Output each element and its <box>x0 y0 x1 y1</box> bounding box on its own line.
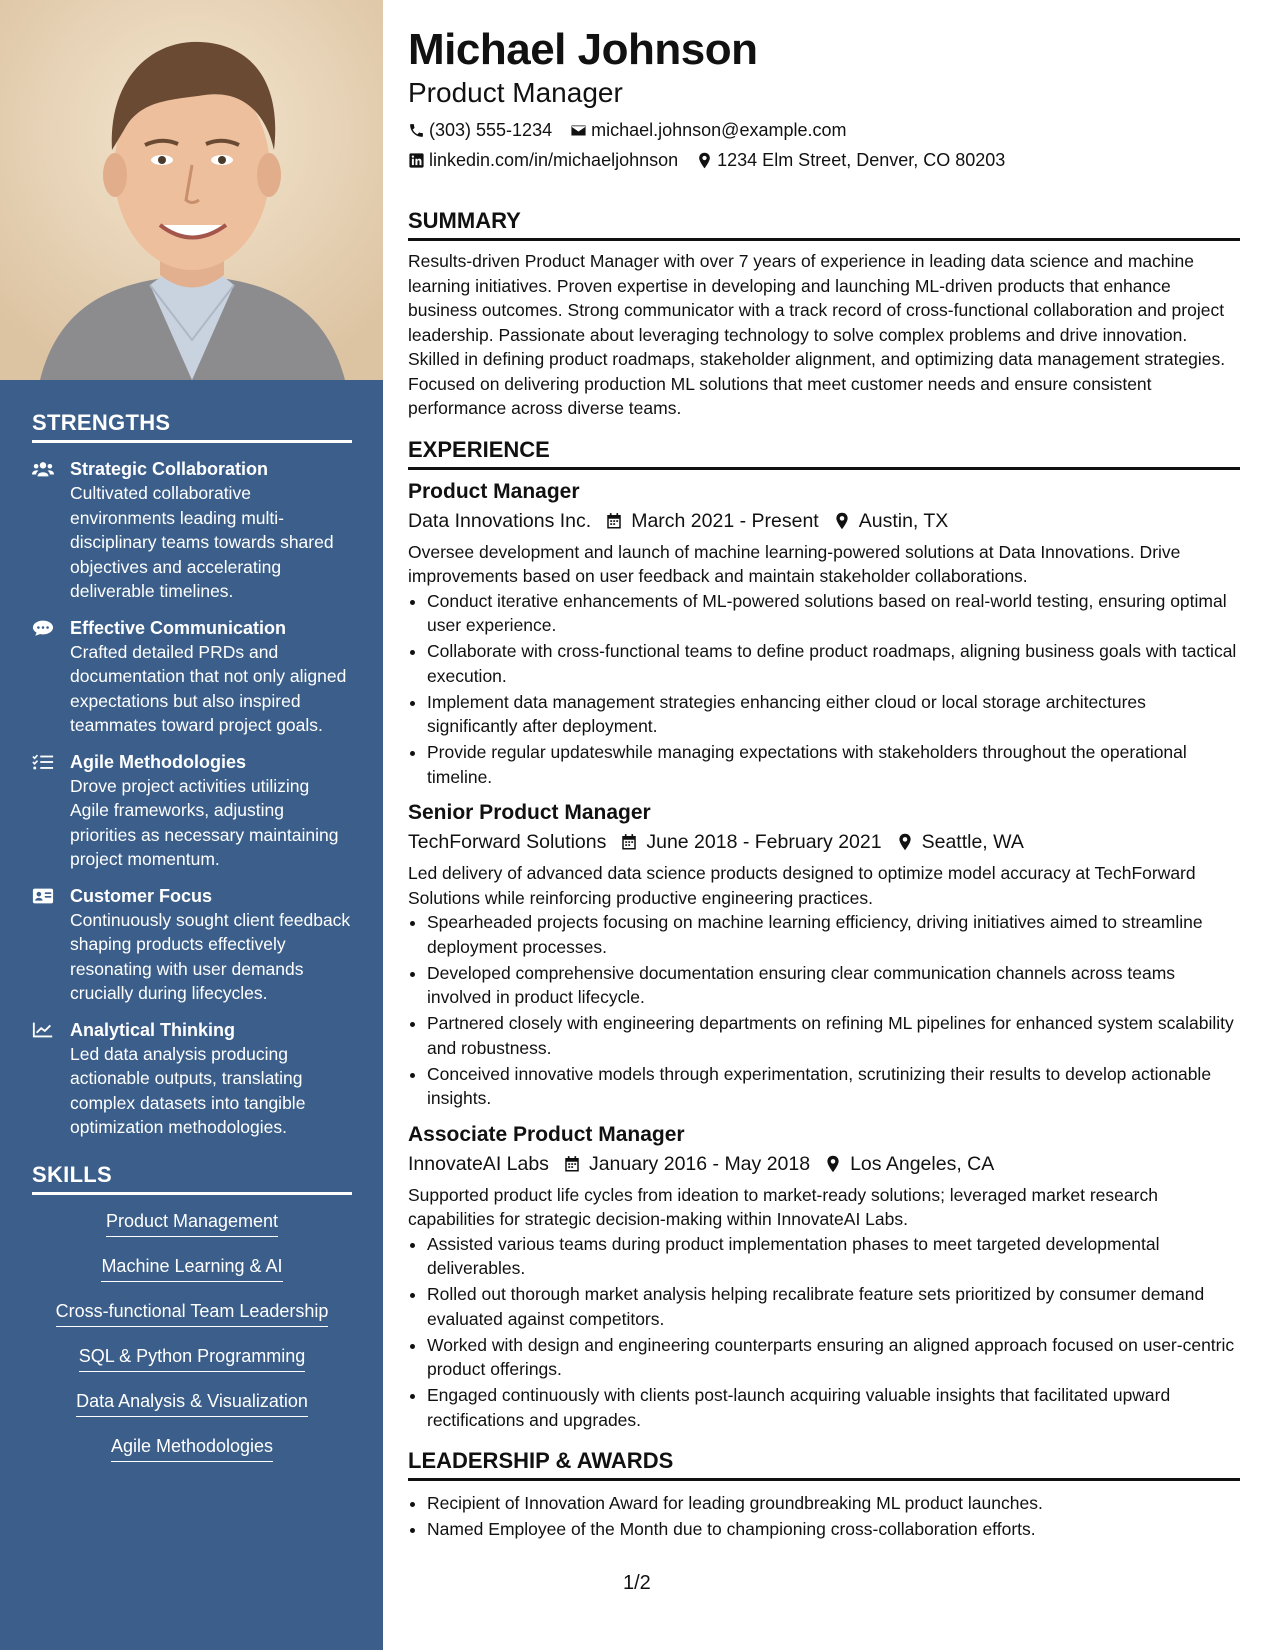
linkedin-url: linkedin.com/in/michaeljohnson <box>429 150 679 170</box>
strength-item <box>32 616 352 738</box>
map-pin-icon <box>824 1155 842 1173</box>
job-meta <box>408 827 1240 857</box>
skill-tag: Product Management <box>106 1209 278 1237</box>
experience-heading: EXPERIENCE <box>408 437 1240 470</box>
awards-heading: LEADERSHIP & AWARDS <box>408 1448 1240 1481</box>
job-company: Data Innovations Inc. <box>408 509 592 532</box>
candidate-title: Product Manager <box>408 77 623 108</box>
strengths-heading: STRENGTHS <box>32 410 352 443</box>
portrait-illustration <box>0 0 383 380</box>
linkedin-contact <box>408 146 678 174</box>
job-entry <box>408 1121 1240 1433</box>
strength-title: Strategic Collaboration <box>70 459 269 479</box>
skills-section <box>32 1162 352 1479</box>
strength-description: Cultivated collaborative environments leading multi-disciplinary teams towards shared objectives and accelerating deliverable timelines. <box>70 483 334 601</box>
phone-icon <box>408 122 425 139</box>
job-location-wrap <box>824 1149 994 1179</box>
strength-item <box>32 884 352 1006</box>
job-title: Product Manager <box>408 479 580 503</box>
job-bullet: • Worked with design and engineering counterparts ensuring an aligned approach focused on user-centric product offerings. <box>427 1333 1240 1382</box>
checklist-icon <box>32 750 70 872</box>
email-address: michael.johnson@example.com <box>591 120 847 140</box>
phone-contact <box>408 116 552 144</box>
users-icon <box>32 457 70 604</box>
job-company: TechForward Solutions <box>408 831 607 853</box>
calendar-icon <box>605 512 623 530</box>
job-meta <box>408 1149 1240 1179</box>
strength-title: Agile Methodologies <box>70 751 247 772</box>
job-bullets <box>408 910 1240 1111</box>
address-contact <box>696 146 1005 174</box>
job-bullet: • Partnered closely with engineering departments on refining ML pipelines for enhanced system scalability and robustness. <box>427 1011 1240 1060</box>
strength-description: Led data analysis producing actionable outputs, translating complex datasets into tangible optimization methodologies. <box>70 1043 306 1137</box>
main-content <box>408 24 1240 1543</box>
job-location: Seattle, WA <box>921 831 1024 853</box>
job-bullet: • Assisted various teams during product implementation phases to meet targeted developmental deliverables. <box>427 1232 1240 1281</box>
job-bullet: • Provide regular updateswhile managing expectations with stakeholders throughout the operational timeline. <box>427 740 1240 789</box>
job-bullet: • Spearheaded projects focusing on machine learning efficiency, driving initiatives aimed to streamline deployment processes. <box>427 910 1240 959</box>
job-location: Austin, TX <box>858 509 949 532</box>
strength-title: Customer Focus <box>70 885 213 906</box>
job-description: Oversee development and launch of machine learning-powered solutions at Data Innovations. Drive improvements based on user feedback and maintain stakeholder collaborations. <box>408 541 1181 586</box>
job-dates-wrap <box>605 506 819 536</box>
phone-number: (303) 555-1234 <box>429 120 553 140</box>
job-bullet: • Developed comprehensive documentation ensuring clear communication channels across teams involved in product lifecycle. <box>427 961 1240 1010</box>
sidebar <box>0 0 383 1650</box>
job-bullets <box>408 589 1240 790</box>
strength-title: Effective Communication <box>70 617 287 638</box>
id-card-icon <box>32 884 70 1006</box>
calendar-icon <box>620 833 638 851</box>
strength-item <box>32 750 352 872</box>
job-bullet: • Conduct iterative enhancements of ML-powered solutions based on real-world testing, ensuring optimal user experience. <box>427 589 1240 638</box>
job-dates: March 2021 - Present <box>631 509 819 532</box>
job-entry <box>408 478 1240 790</box>
job-entry <box>408 799 1240 1111</box>
job-title: Associate Product Manager <box>408 1122 685 1146</box>
calendar-icon <box>563 1155 581 1173</box>
job-bullets <box>408 1232 1240 1433</box>
chart-line-icon <box>32 1018 70 1140</box>
job-location-wrap <box>833 506 949 536</box>
award-item: • Named Employee of the Month due to championing cross-collaboration efforts. <box>427 1517 1240 1542</box>
job-dates-wrap <box>620 827 881 857</box>
job-company: InnovateAI Labs <box>408 1152 549 1175</box>
job-location-wrap <box>896 827 1024 857</box>
job-title: Senior Product Manager <box>408 801 651 824</box>
job-meta <box>408 506 1240 536</box>
summary-heading: SUMMARY <box>408 208 1240 241</box>
job-description: Led delivery of advanced data science products designed to optimize model accuracy at TechForward Solutions while reinforcing productive engineering practices. <box>408 863 1196 908</box>
map-pin-icon <box>833 512 851 530</box>
contact-row-2 <box>408 146 1240 174</box>
skills-heading: SKILLS <box>32 1162 352 1195</box>
skill-tag: Agile Methodologies <box>111 1434 273 1462</box>
job-bullet: • Engaged continuously with clients post-launch acquiring valuable insights that facilitated upward rectifications and upgrades. <box>427 1383 1240 1432</box>
job-dates-wrap <box>563 1149 810 1179</box>
strength-description: Drove project activities utilizing Agile frameworks, adjusting priorities as necessary maintaining project momentum. <box>70 775 339 869</box>
profile-photo <box>0 0 383 380</box>
experience-section <box>408 437 1240 1433</box>
job-dates: January 2016 - May 2018 <box>588 1152 811 1175</box>
sidebar-content <box>32 410 352 1479</box>
street-address: 1234 Elm Street, Denver, CO 80203 <box>717 150 1006 170</box>
skill-tag: Data Analysis & Visualization <box>76 1389 308 1417</box>
contact-row <box>408 116 1240 144</box>
summary-text: Results-driven Product Manager with over 7 years of experience in leading data science and machine learning initiatives. Proven expertise in developing and launching ML-driven products that enhance business outcomes. Strong communicator with a track record of cross-functional collaboration and project leadership. Passionate about leveraging technology to solve complex problems and drive innovation. Skilled in defining product roadmaps, stakeholder alignment, and optimizing data management strategies. Focused on delivering production ML solutions that meet customer needs and ensure consistent performance across diverse teams. <box>408 251 1226 418</box>
map-pin-icon <box>696 152 713 169</box>
skill-list <box>32 1209 352 1479</box>
job-bullet: • Implement data management strategies enhancing either cloud or local storage architectures significantly after deployment. <box>427 690 1240 739</box>
awards-list <box>408 1491 1240 1542</box>
map-pin-icon <box>896 833 914 851</box>
strength-description: Continuously sought client feedback shaping products effectively resonating with user demands crucially during lifecycles. <box>70 909 351 1003</box>
strength-title: Analytical Thinking <box>70 1019 236 1040</box>
skill-tag: SQL & Python Programming <box>79 1344 305 1372</box>
awards-section <box>408 1448 1240 1542</box>
job-dates: June 2018 - February 2021 <box>646 831 882 853</box>
email-contact <box>570 116 846 144</box>
award-item: • Recipient of Innovation Award for leading groundbreaking ML product launches. <box>427 1491 1240 1516</box>
strength-item <box>32 1018 352 1140</box>
candidate-name: Michael Johnson <box>408 25 758 74</box>
job-bullet: • Conceived innovative models through experimentation, scrutinizing their results to develop actionable insights. <box>427 1062 1240 1111</box>
linkedin-icon <box>408 152 425 169</box>
skill-tag: Machine Learning & AI <box>101 1254 282 1282</box>
chat-bubble-icon <box>32 616 70 738</box>
job-bullet: • Rolled out thorough market analysis helping recalibrate feature sets prioritized by consumer demand evaluated against competitors. <box>427 1282 1240 1331</box>
job-location: Los Angeles, CA <box>850 1152 995 1175</box>
job-bullet: • Collaborate with cross-functional teams to define product roadmaps, aligning business goals with tactical execution. <box>427 639 1240 688</box>
skill-tag: Cross-functional Team Leadership <box>56 1299 329 1327</box>
strength-description: Crafted detailed PRDs and documentation that not only aligned expectations but also inspired teammates toward project goals. <box>70 641 347 735</box>
strength-item <box>32 457 352 604</box>
envelope-icon <box>570 122 587 139</box>
summary-section <box>408 208 1240 421</box>
page-number: 1/2 <box>623 1572 651 1594</box>
job-description: Supported product life cycles from ideation to market-ready solutions; leveraged market research capabilities for strategic decision-making within InnovateAI Labs. <box>408 1184 1158 1229</box>
